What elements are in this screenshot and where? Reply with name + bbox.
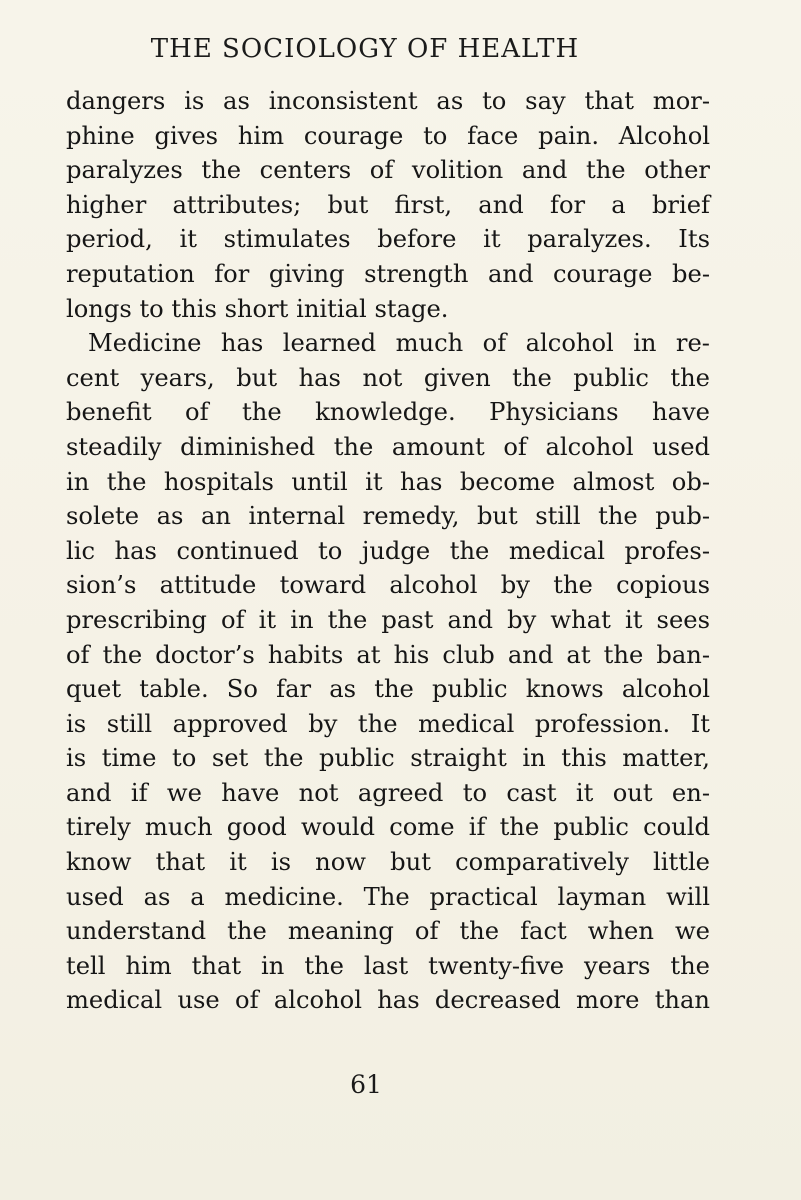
body-text <box>66 84 710 1018</box>
text-line: prescribing of it in the past and by what it sees <box>66 605 710 634</box>
text-line: period, it stimulates before it paralyzes. Its <box>66 225 710 254</box>
text-line: tirely much good would come if the public could <box>66 813 710 842</box>
text-line: used as a medicine. The practical layman will <box>66 882 710 911</box>
text-line: paralyzes the centers of volition and the other <box>66 156 710 185</box>
running-head: THE SOCIOLOGY OF HEALTH <box>150 34 580 64</box>
text-line: steadily diminished the amount of alcohol used <box>66 432 710 461</box>
text-line: is still approved by the medical profession. It <box>66 709 710 738</box>
text-line: in the hospitals until it has become almost ob- <box>66 467 710 496</box>
text-line: Medicine has learned much of alcohol in re- <box>88 329 710 358</box>
text-line: lic has continued to judge the medical profes- <box>66 536 710 565</box>
text-line: dangers is as inconsistent as to say that mor- <box>66 87 710 115</box>
text-line: reputation for giving strength and courage be- <box>66 259 710 288</box>
text-line: solete as an internal remedy, but still the pub- <box>66 502 710 531</box>
text-line: and if we have not agreed to cast it out en- <box>66 778 710 807</box>
text-line: of the doctor’s habits at his club and at the ban- <box>66 640 710 669</box>
text-line: tell him that in the last twenty-five years the <box>66 951 710 980</box>
text-line: sion’s attitude toward alcohol by the copious <box>66 571 710 600</box>
text-line: medical use of alcohol has decreased more than <box>66 986 710 1015</box>
text-line: longs to this short initial stage. <box>66 294 449 323</box>
text-line: cent years, but has not given the public the <box>66 363 710 392</box>
text-line: quet table. So far as the public knows alcohol <box>66 675 710 704</box>
text-line: phine gives him courage to face pain. Alcohol <box>66 121 710 150</box>
text-line: understand the meaning of the fact when we <box>66 917 710 946</box>
text-line: higher attributes; but first, and for a brief <box>66 190 710 219</box>
page-number: 61 <box>350 1070 382 1099</box>
text-line: is time to set the public straight in this matter, <box>66 744 710 773</box>
text-line: know that it is now but comparatively little <box>66 848 710 877</box>
text-line: benefit of the knowledge. Physicians have <box>66 398 710 427</box>
